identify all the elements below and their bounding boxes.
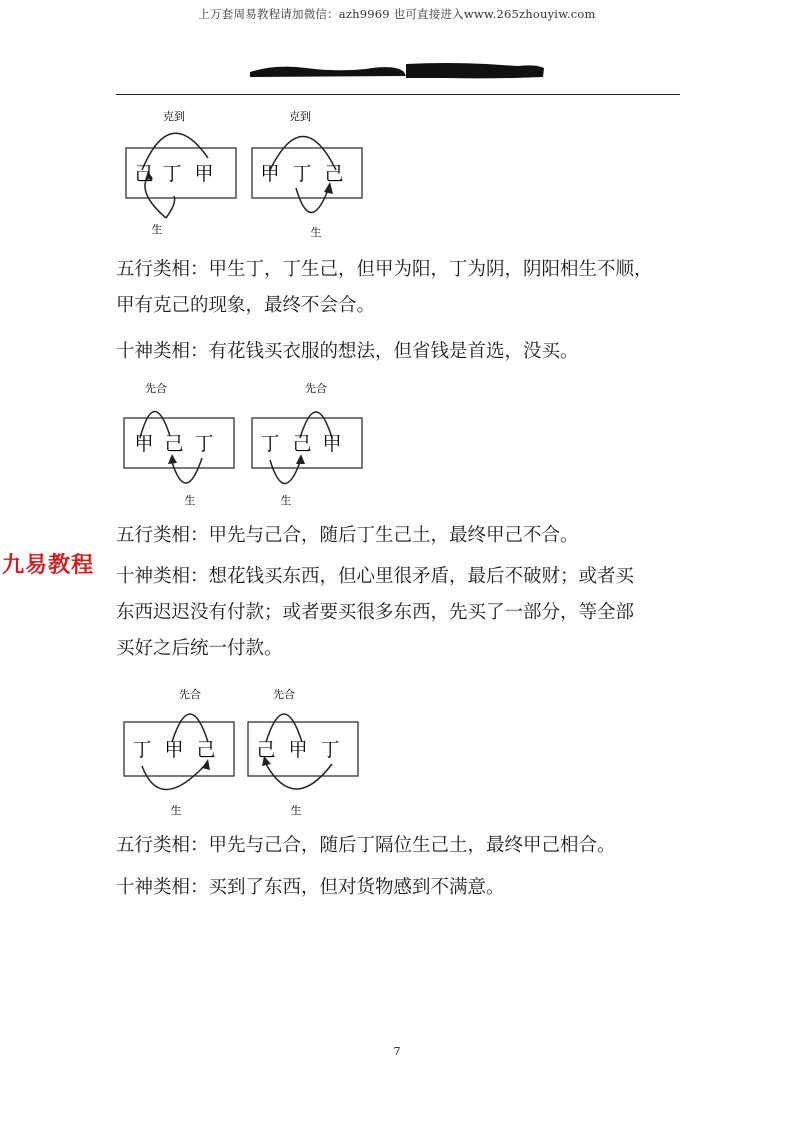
stem-char: 己	[256, 739, 276, 761]
shishen-text-3	[116, 870, 696, 906]
diagram-3a	[120, 684, 240, 819]
text-line: 十神类相：想花钱买东西，但心里很矛盾，最后不破财；或者买	[116, 566, 635, 587]
diagram-2a	[120, 378, 240, 508]
text-line: 五行类相：甲先与己合，随后丁隔位生己土，最终甲己相合。	[116, 835, 616, 856]
top-label: 克到	[163, 110, 185, 123]
page-number: 7	[393, 1045, 401, 1058]
text-line: 甲有克己的现象，最终不会合。	[116, 295, 376, 316]
stem-char: 甲	[134, 433, 154, 455]
top-label: 克到	[289, 110, 311, 123]
watermark: 九易教程	[2, 553, 95, 578]
wuxing-text-2	[116, 518, 696, 554]
bottom-label: 生	[280, 494, 292, 507]
stem-char: 甲	[194, 163, 214, 185]
diagram-1a	[122, 108, 242, 238]
top-label: 先合	[273, 688, 295, 701]
stem-char: 丁	[292, 163, 312, 185]
top-notice: 上万套周易教程请加微信：azh9969 也可直接进入www.265zhouyiw.com	[198, 7, 596, 21]
top-label: 先合	[179, 688, 201, 701]
bottom-label: 生	[170, 804, 182, 817]
bottom-label: 生	[151, 223, 163, 236]
stem-char: 甲	[260, 163, 280, 185]
stem-char: 丁	[194, 433, 214, 455]
top-label: 先合	[305, 382, 327, 395]
diagram-2b	[248, 378, 368, 508]
diagram-3b	[244, 684, 364, 819]
shishen-text-2	[116, 559, 696, 667]
bottom-label: 生	[184, 494, 196, 507]
stem-char: 己	[134, 163, 154, 185]
stem-char: 丁	[132, 739, 152, 761]
text-line: 买好之后统一付款。	[116, 638, 283, 659]
text-line: 十神类相：有花钱买衣服的想法，但省钱是首选，没买。	[116, 341, 579, 362]
stem-char: 甲	[164, 739, 184, 761]
top-label: 先合	[145, 382, 167, 395]
stem-char: 己	[324, 163, 344, 185]
diagram-1b	[248, 108, 368, 238]
stem-char: 丁	[260, 433, 280, 455]
bottom-label: 生	[290, 804, 302, 817]
stem-char: 甲	[288, 739, 308, 761]
stem-char: 丁	[162, 163, 182, 185]
bottom-label: 生	[310, 226, 322, 239]
shishen-text-1	[116, 334, 696, 370]
text-line: 五行类相：甲生丁，丁生己，但甲为阳，丁为阴，阴阳相生不顺，	[116, 259, 653, 280]
text-line: 五行类相：甲先与己合，随后丁生己土，最终甲己不合。	[116, 525, 579, 546]
stem-char: 己	[164, 433, 184, 455]
wuxing-text-1	[116, 252, 696, 324]
stem-char: 丁	[320, 739, 340, 761]
wuxing-text-3	[116, 828, 696, 864]
redacted-title	[246, 60, 546, 80]
text-line: 东西迟迟没有付款；或者要买很多东西，先买了一部分，等全部	[116, 602, 635, 623]
stem-char: 甲	[322, 433, 342, 455]
header-rule	[116, 94, 680, 95]
stem-char: 己	[292, 433, 312, 455]
text-line: 十神类相：买到了东西，但对货物感到不满意。	[116, 877, 505, 898]
stem-char: 己	[196, 739, 216, 761]
